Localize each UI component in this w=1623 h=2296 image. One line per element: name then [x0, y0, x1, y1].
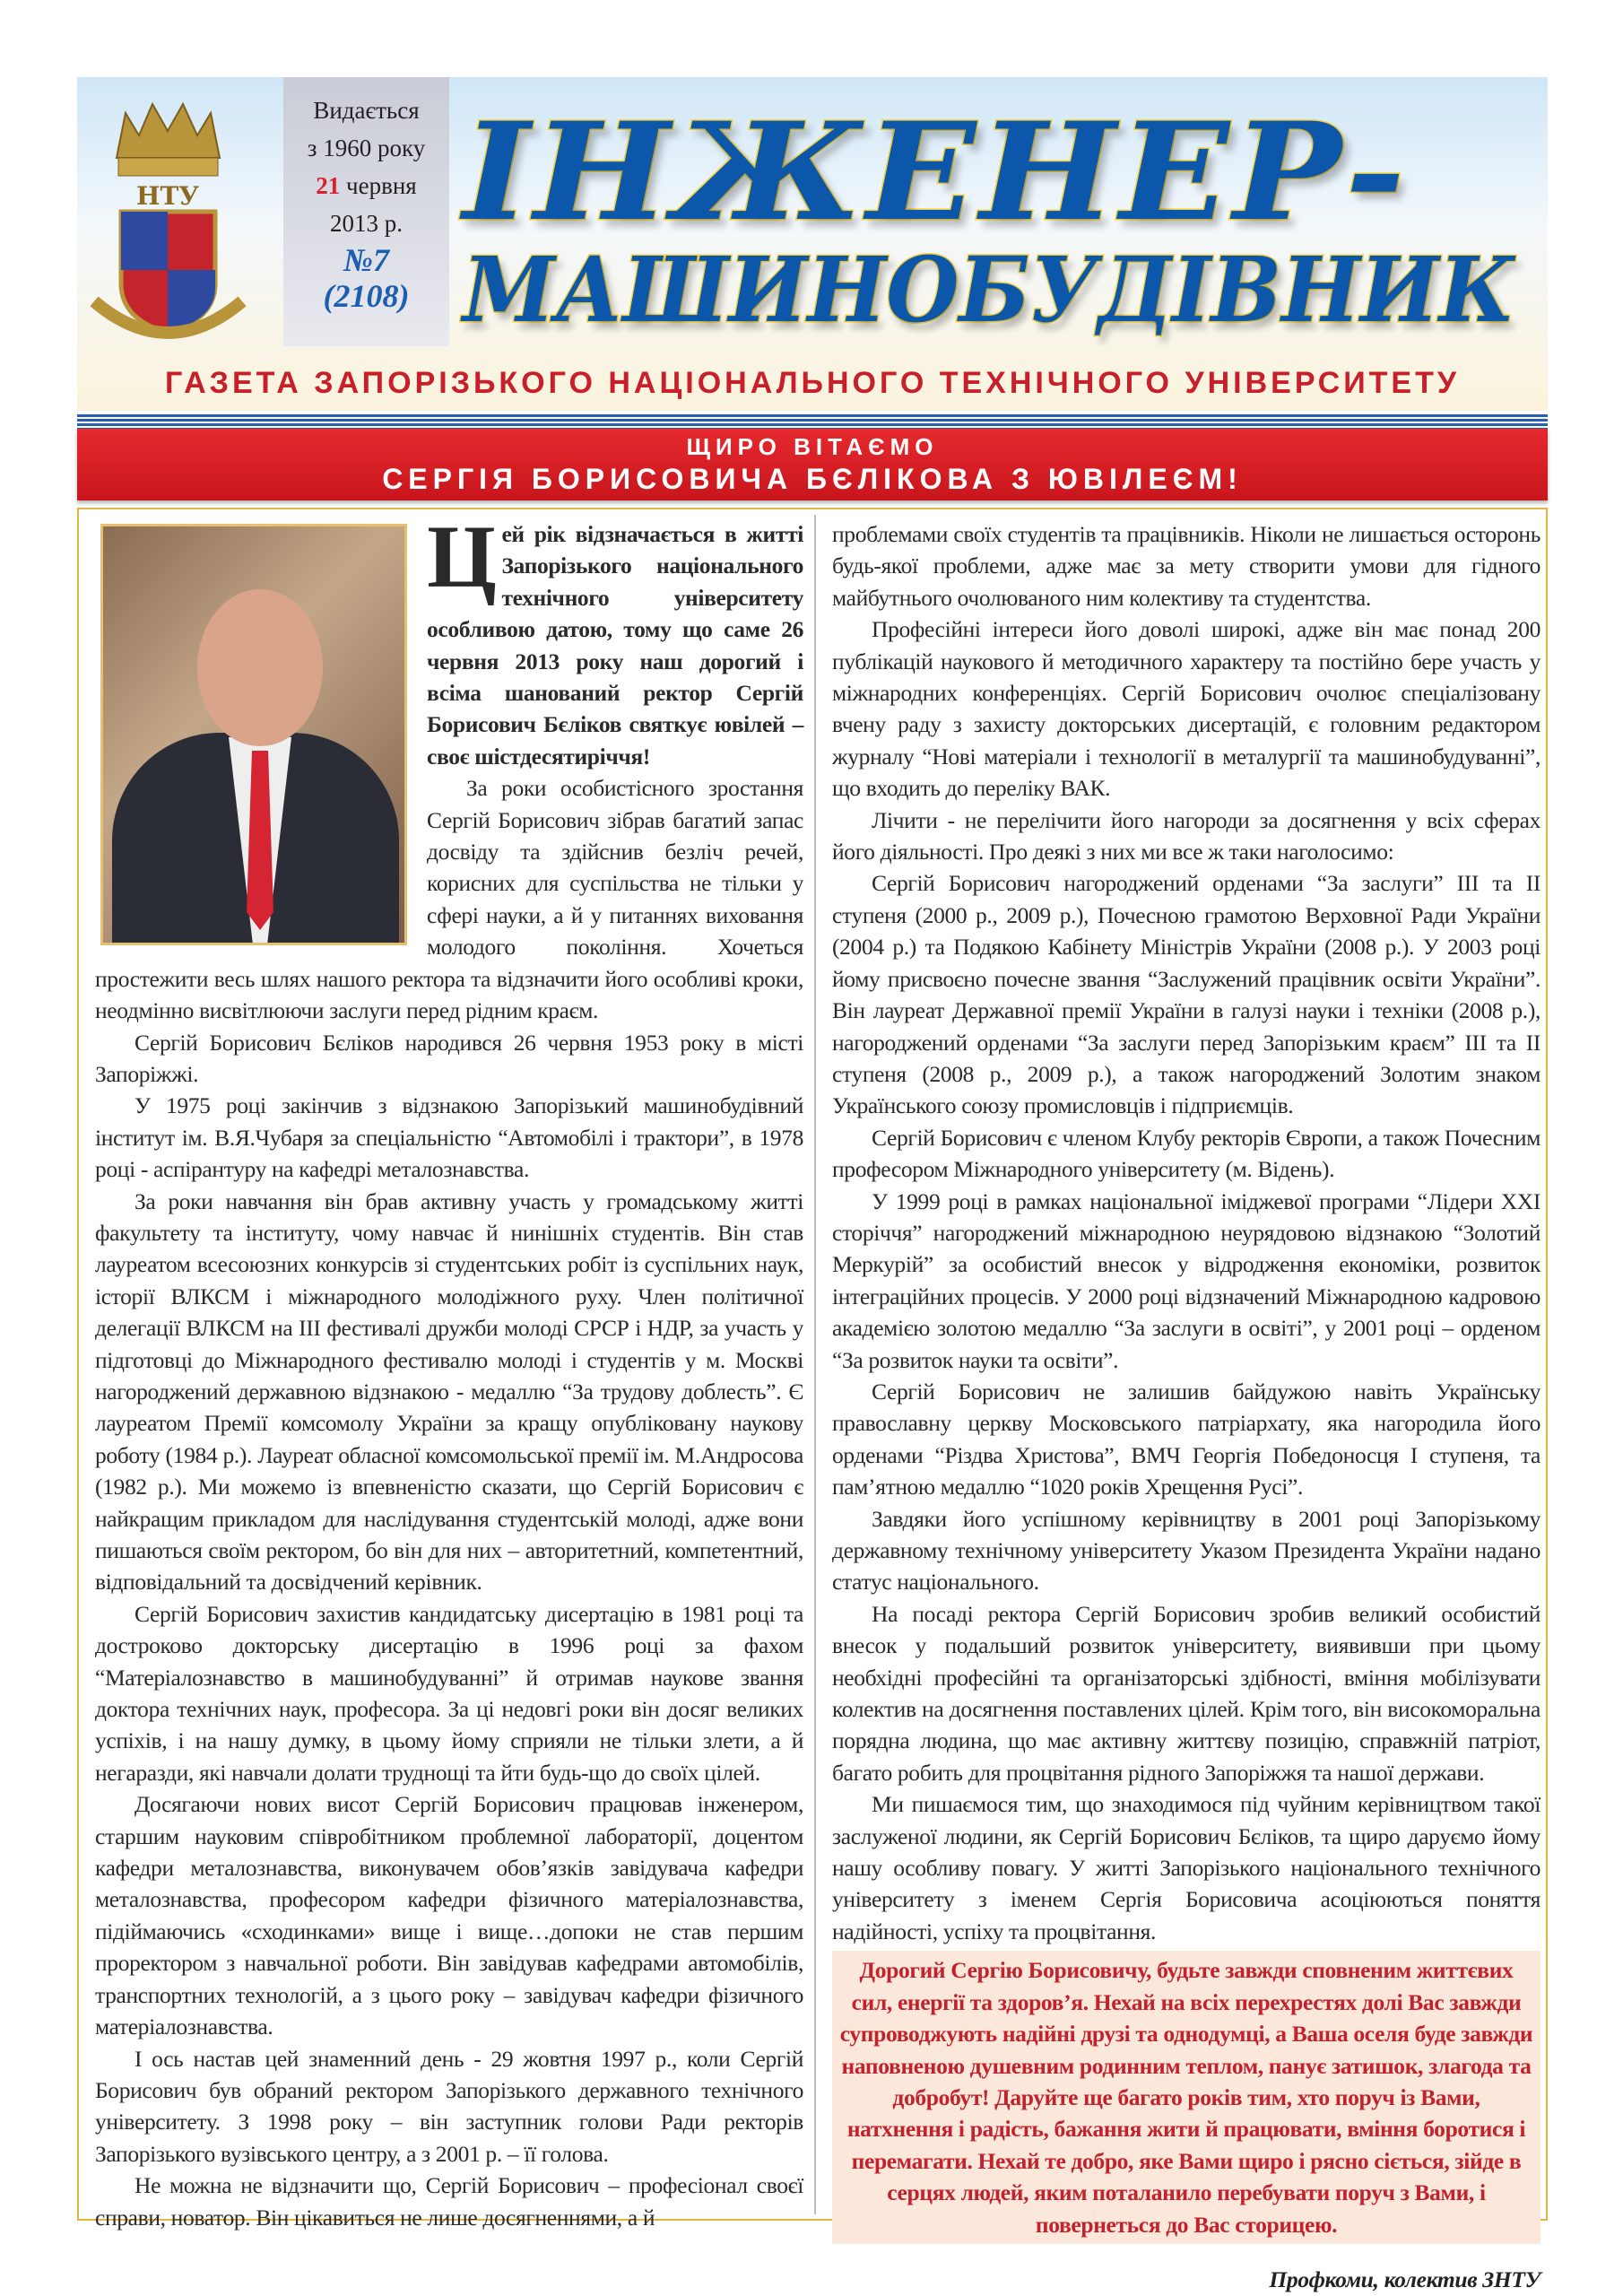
paragraph: І ось настав цей знаменний день - 29 жовтня 1997 р., коли Сергій Борисович був обраний ректором Запорізького державного технічного університету. З 1998 року – він заступник голови Ради ректорів Запорізького вузівського центру, а з 2001 р. – її голова. [95, 2045, 803, 2167]
issue-total: (2108) [323, 278, 410, 314]
paragraph: Професійні інтереси його доволі широкі, адже він має понад 200 публікацій наукового й методичного характеру та постійно бере участь у міжнародних конференціях. Сергій Борисович очолює спеціалізовану вчену раду з захисту докторських дисертацій, є головним редактором журналу “Нові матеріали і технології в металургії та машинобудуванні”, що входить до переліку ВАК. [832, 616, 1541, 802]
masthead [77, 77, 1548, 411]
university-crest-logo [90, 95, 247, 355]
paragraph: Сергій Борисович не залишив байдужою навіть Українську православну церкву Московського патріархату, яка нагородила його орденами “Різдва Христова”, ВМЧ Георгія Победоносця І ступеня, та пам’ятною медаллю “1020 років Хрещення Русі”. [832, 1378, 1541, 1500]
newspaper-title-line2: МАШИНОБУДІВНИК [463, 237, 1515, 343]
paragraph: Ми пишаємося тим, що знаходимося під чуйним керівництвом такої заслуженої людини, як Сергій Борисович Бєліков, та щиро даруємо йому нашу особливу повагу. У житті Запорізького національного технічного університету з іменем Сергія Борисовича асоціюються поняття надійності, успіху та процвітання. [832, 1791, 1541, 1944]
paragraph: У 1975 році закінчив з відзнакою Запорізький машинобудівний інститут ім. В.Я.Чубаря за спеціальністю “Автомобілі і трактори”, в 1978 році - аспірантуру на кафедрі металознавства. [95, 1092, 803, 1183]
newspaper-title-line1: ІНЖЕНЕР- [463, 93, 1410, 251]
paragraph: Сергій Борисович нагороджений орденами “За заслуги” ІІІ та ІІ ступеня (2000 р., 2009 р.), Почесною грамотою Верховної Ради України (2004 р.) та Подякою Кабінету Міністрів України (2008 р.). У 2003 році йому присвоєно почесне звання “Заслужений працівник освіти України”. Він лауреат Державної премії України в галузі науки і техніки (2008 р.), нагороджений орденами “За заслуги перед Запорізьким краєм” ІІІ та ІІ ступеня (2008 р., 2009 р.), а також нагороджений Золотим знаком Українського союзу промисловців і підприємців. [832, 870, 1541, 1119]
headline-banner [77, 429, 1548, 500]
rector-photo [100, 524, 407, 945]
issue-info [283, 77, 449, 346]
intro-text: ей рік відзначається в житті Запорізького національного технічного університету особливою датою, тому що саме 26 червня 2013 року наш дорогий і всіма шанований ректор Сергій Борисович Бєліков святкує ювілей – своє шістдесятиріччя! [427, 521, 803, 770]
published-label: Видається [313, 97, 420, 124]
article [77, 507, 1548, 2292]
drop-cap: Ц [427, 507, 497, 606]
date-month: червня [346, 172, 417, 199]
newspaper-subtitle: ГАЗЕТА ЗАПОРІЗЬКОГО НАЦІОНАЛЬНОГО ТЕХНІЧНОГО УНІВЕРСИТЕТУ [164, 366, 1461, 400]
continued-paragraph: проблемами своїх студентів та працівників. Ніколи не лишається осторонь будь-якої проблеми, адже має за мету створити умови для гідного майбутнього очолюваного ним колективу та студентства. [832, 521, 1541, 611]
paragraph: Сергій Борисович Бєліков народився 26 червня 1953 року в місті Запоріжжі. [95, 1029, 803, 1087]
signature: Профкоми, колектив ЗНТУ [1269, 2266, 1541, 2292]
divider-stripes [77, 414, 1548, 429]
left-paragraphs [95, 772, 803, 2233]
date-year: 2013 р. [330, 210, 403, 237]
right-column [832, 518, 1541, 2295]
paragraph: Не можна не відзначити що, Сергій Борисович – професіонал своєї справи, новатор. Він цікавиться не лише досягненнями, а й [95, 2172, 803, 2231]
headline-line1: ЩИРО ВІТАЄМО [686, 433, 939, 460]
paragraph: Завдяки його успішному керівництву в 2001 році Запорізькому державному технічному університету Указом Президента України надано статус національного. [832, 1505, 1541, 1596]
left-column [95, 507, 803, 2233]
paragraph: Досягаючи нових висот Сергій Борисович працював інженером, старшим науковим співробітником проблемної лабораторії, доцентом кафедри металознавства, виконувачем обов’язків завідувача кафедри металознавства, професором кафедри фізичного матеріалознавства, підіймаючись «сходинками» вище і вище…допоки не став першим проректором з навчальної роботи. Він завідував кафедрами автомобілів, транспортних технологій, а з цього року – завідувач кафедри фізичного матеріалознавства. [95, 1791, 803, 2040]
paragraph: Сергій Борисович є членом Клубу ректорів Європи, а також Почесним професором Міжнародного університету (м. Відень). [832, 1124, 1541, 1183]
paragraph: У 1999 році в рамках національної іміджевої програми “Лідери ХХІ сторіччя” нагороджений міжнародною неурядовою відзнакою “Золотий Меркурій” за особистий внесок у відродження економіки, розвиток інтеграційних процесів. У 2000 році відзначений Міжнародною кадровою академією золотою медаллю “За заслуги в освіті”, у 2001 році – орденом “За розвиток науки та освіти”. [832, 1187, 1541, 1373]
paragraph: Лічити - не перелічити його нагороди за досягнення у всіх сферах його діяльності. Про деякі з них ми все ж таки наголосимо: [832, 806, 1541, 865]
svg-text:НТУ: НТУ [135, 181, 200, 211]
paragraph: За роки навчання він брав активну участь у громадському житті факультету та інституту, чому навчає й нинішніх студентів. Він став лауреатом всесоюзних конкурсів зі студентських робіт із суспільних наук, історії ВЛКСМ і міжнародного молодіжного руху. Член політичної делегації ВЛКСМ на ІІІ фестивалі дружби молоді СРСР і НДР, за участь у підготовці до Міжнародного фестивалю молоді і студентів у м. Москві нагороджений державною відзнакою - медаллю “За трудову доблесть”. Є лауреатом Премії комсомолу України за кращу опубліковану наукову роботу (1984 р.). Лауреат обласної комсомольської премії ім. М.Андросова (1982 р.). Ми можемо із впевненістю сказати, що Сергій Борисович є найкращим прикладом для наслідування студентській молоді, адже вони пишаються своїм ректором, бо він для них – авторитетний, компетентний, відповідальний та досвідчений керівник. [95, 1187, 803, 1596]
issue-number: №7 [343, 242, 389, 278]
paragraph: За роки особистісного зростання Сергій Борисович зібрав багатий запас досвіду та здійснив безліч речей, корисних для суспільства не тільки у сфері науки, а й у питаннях виховання молодого покоління. Хочеться простежити весь шлях нашого ректора та відзначити його особливі кроки, неодмінно висвітлюючи заслуги перед рідним краєм. [95, 775, 803, 1024]
right-paragraphs [832, 613, 1541, 1947]
paragraph: На посаді ректора Сергій Борисович зробив великий особистий внесок у подальший розвиток університету, виявивши при цьому необхідні професійні та організаторські здібності, вміння мобілізувати колектив на досягнення поставлених цілей. Крім того, він високоморальна порядна людина, що має активну життєву позицію, справжній патріот, багато робить для процвітання рідного Запоріжжя та нашої держави. [832, 1600, 1541, 1786]
column-divider [814, 515, 816, 2214]
paragraph: Сергій Борисович захистив кандидатську дисертацію в 1981 році та достроково докторську дисертацію в 1996 році за фахом “Матеріалознавство в машинобудуванні” й отримав наукове звання доктора технічних наук, професора. За ці недовгі роки він досяг великих успіхів, і на нашу думку, в цьому йому сприяли не тільки злети, а й негаразди, які навчали долати труднощі та йти будь-що до своїх цілей. [95, 1600, 803, 1786]
issue-date [283, 167, 449, 204]
birthday-wish: Дорогий Сергію Борисовичу, будьте завжди сповненим життєвих сил, енергії та здоров’я. Нехай на всіх перехрестях долі Вас завжди супроводжують надійні друзі та однодумці, а Ваша оселя буде завжди наповненою душевним родинним теплом, панує затишок, злагода та добробут! Даруйте ще багато років тим, хто поруч із Вами, натхнення і радість, бажання жити й працювати, вміння боротися і перемагати. Нехай те добро, яке Вами щиро і рясно сіється, зійде в серцях людей, яким поталанило перебувати поруч з Вами, і повернеться до Вас сторицею. [832, 1951, 1541, 2244]
headline-line2: СЕРГІЯ БОРИСОВИЧА БЄЛІКОВА З ЮВІЛЕЄМ! [382, 463, 1243, 495]
since-year: з 1960 року [307, 135, 426, 161]
date-day: 21 [316, 172, 341, 199]
